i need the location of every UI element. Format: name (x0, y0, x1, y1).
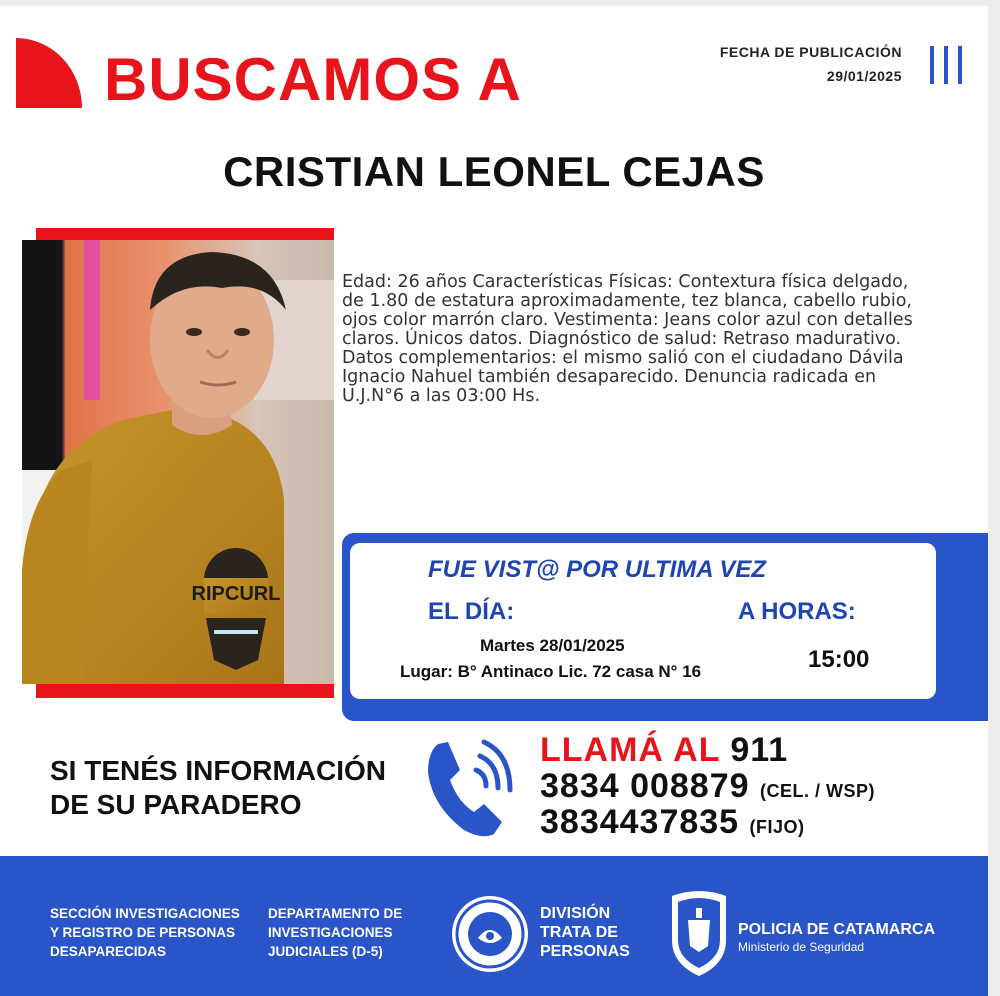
landline-note: (FIJO) (749, 817, 805, 837)
org2-line1: DEPARTAMENTO DE (268, 906, 403, 921)
last-seen-time: 15:00 (808, 646, 870, 673)
org3-line2: TRATA DE (540, 924, 618, 941)
org-departamento-investigaciones (268, 904, 402, 961)
landline-line (540, 804, 805, 845)
last-seen-date: Martes 28/01/2025 (480, 636, 625, 655)
org3-line3: PERSONAS (540, 943, 630, 960)
org2-line3: JUDICIALES (D-5) (268, 944, 383, 959)
decorative-bars-icon (930, 46, 964, 86)
last-seen-hours-label: A HORAS: (738, 598, 856, 625)
org3-line1: DIVISIÓN (540, 905, 611, 922)
last-seen-day-label: EL DÍA: (428, 598, 515, 625)
last-seen-place: Lugar: B° Antinaco Lic. 72 casa N° 16 (400, 662, 702, 681)
phone-icon (424, 736, 514, 840)
footer (0, 856, 988, 996)
landline-number[interactable]: 3834437835 (540, 803, 740, 841)
org1-line3: DESAPARECIDAS (50, 944, 167, 959)
cell-note: (CEL. / WSP) (760, 781, 875, 801)
org2-line2: INVESTIGACIONES (268, 925, 393, 940)
org-policia-catamarca: POLICIA DE CATAMARCA (738, 921, 936, 938)
photo-bottom-bar (36, 684, 334, 698)
person-photo (22, 240, 334, 684)
cell-number[interactable]: 3834 008879 (540, 767, 750, 805)
call-label: LLAMÁ AL (540, 731, 720, 769)
photo-top-bar (36, 228, 334, 240)
org-ministerio-seguridad: Ministerio de Seguridad (738, 940, 865, 954)
emergency-number[interactable]: 911 (730, 731, 789, 769)
missing-person-poster (0, 6, 988, 996)
org-section-investigaciones (50, 904, 240, 961)
org1-line2: Y REGISTRO DE PERSONAS (50, 925, 236, 940)
info-prompt-line1: SI TENÉS INFORMACIÓN (50, 755, 387, 786)
org1-line1: SECCIÓN INVESTIGACIONES (50, 906, 240, 921)
division-trata-seal-icon (450, 894, 530, 974)
publication-date-label: FECHA DE PUBLICACIÓN (719, 44, 902, 60)
policia-catamarca-shield-icon (668, 890, 730, 978)
person-description: Edad: 26 años Características Físicas: Contextura física delgado, de 1.80 de estatura aproximadamente, tez blanca, cabello rubio, ojos color marrón claro. Vestimenta: Jeans color azul con detalles claros. Únicos datos. Diagnóstico de salud: Retraso madurativo. Datos complementarios: el mismo salió con el ciudadano Dávila Ignacio Nahuel también desaparecido. Denuncia radicada en U.J.N°6 a las 03:00 Hs. (342, 272, 913, 406)
poster-title: BUSCAMOS A (104, 46, 522, 113)
red-quarter-circle-icon (16, 38, 82, 108)
shirt-print: RIPCURL (191, 583, 281, 605)
org-division-trata (540, 904, 630, 961)
info-prompt-line2: DE SU PARADERO (50, 789, 302, 820)
publication-date-block (720, 40, 902, 88)
last-seen-title: FUE VIST@ POR ULTIMA VEZ (428, 556, 767, 583)
missing-person-name: CRISTIAN LEONEL CEJAS (223, 148, 765, 195)
person-photo-frame (22, 228, 334, 702)
call-line (540, 732, 788, 768)
info-prompt (50, 754, 386, 822)
publication-date: 29/01/2025 (826, 68, 902, 84)
